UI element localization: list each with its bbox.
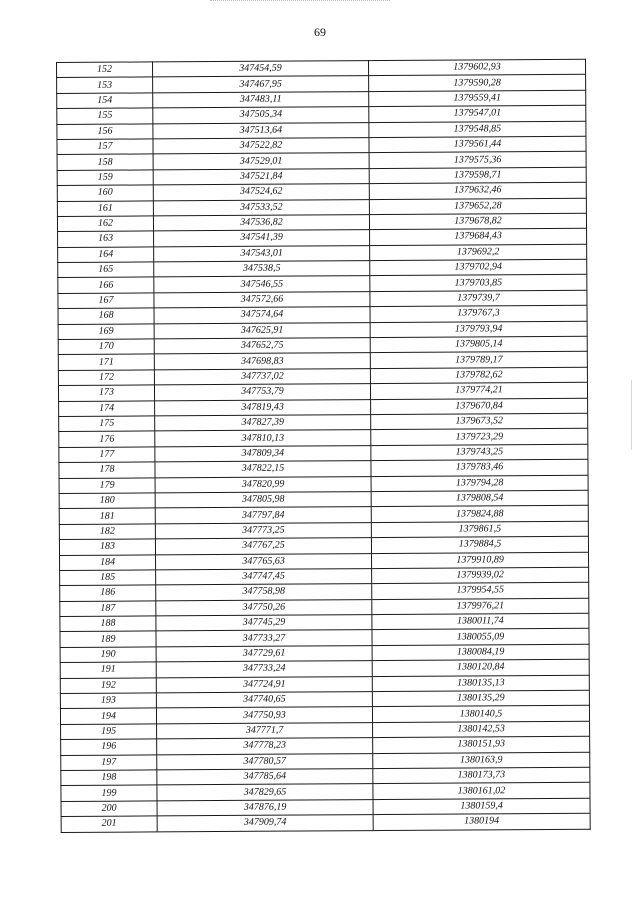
x-coordinate-cell: 347541,39 [154,230,370,247]
x-coordinate-cell: 347745,29 [156,615,372,632]
x-coordinate-cell: 347809,34 [155,445,371,462]
y-coordinate-cell: 1379783,46 [371,459,588,476]
point-number-cell: 188 [60,616,156,632]
point-number-cell: 179 [59,477,155,493]
y-coordinate-cell: 1379824,88 [371,506,588,523]
x-coordinate-cell: 347652,75 [154,338,370,355]
point-number-cell: 175 [59,416,155,432]
y-coordinate-cell: 1379632,46 [369,182,586,199]
y-coordinate-cell: 1379805,14 [370,336,587,353]
point-number-cell: 185 [60,570,156,586]
point-number-cell: 173 [58,385,154,401]
x-coordinate-cell: 347536,82 [153,214,369,231]
x-coordinate-cell: 347729,61 [156,645,372,662]
point-number-cell: 155 [57,108,153,124]
x-coordinate-cell: 347740,65 [156,692,372,709]
y-coordinate-cell: 1379652,28 [369,198,586,215]
y-coordinate-cell: 1379684,43 [370,229,587,246]
x-coordinate-cell: 347737,02 [154,368,370,385]
x-coordinate-cell: 347521,84 [153,168,369,185]
point-number-cell: 163 [58,231,154,247]
x-coordinate-cell: 347543,01 [154,245,370,262]
point-number-cell: 194 [60,708,156,724]
y-coordinate-cell: 1380194 [373,813,590,830]
x-coordinate-cell: 347483,11 [153,91,369,108]
page-number: 69 [314,25,326,39]
y-coordinate-cell: 1379678,82 [369,213,586,230]
x-coordinate-cell: 347820,99 [155,476,371,493]
y-coordinate-cell: 1379602,93 [368,59,585,76]
y-coordinate-cell: 1380140,5 [372,706,589,723]
y-coordinate-cell: 1379670,84 [371,398,588,415]
x-coordinate-cell: 347767,25 [155,538,371,555]
x-coordinate-cell: 347454,59 [153,61,369,78]
x-coordinate-cell: 347538,5 [154,261,370,278]
y-coordinate-cell: 1380142,53 [373,721,590,738]
x-coordinate-cell: 347753,79 [154,384,370,401]
x-coordinate-cell: 347829,65 [157,784,373,801]
point-number-cell: 166 [58,277,154,293]
point-number-cell: 167 [58,293,154,309]
y-coordinate-cell: 1380084,19 [372,644,589,661]
point-number-cell: 190 [60,647,156,663]
y-coordinate-cell: 1380011,74 [372,613,589,630]
y-coordinate-cell: 1379590,28 [369,75,586,92]
point-number-cell: 169 [58,324,154,340]
y-coordinate-cell: 1379743,25 [371,444,588,461]
point-number-cell: 164 [58,247,154,263]
y-coordinate-cell: 1379723,29 [371,429,588,446]
y-coordinate-cell: 1379939,02 [372,567,589,584]
point-number-cell: 195 [61,724,157,740]
x-coordinate-cell: 347513,64 [153,122,369,139]
y-coordinate-cell: 1380120,84 [372,659,589,676]
x-coordinate-cell: 347785,64 [157,769,373,786]
y-coordinate-cell: 1379547,01 [369,105,586,122]
point-number-cell: 181 [59,508,155,524]
x-coordinate-cell: 347529,01 [153,153,369,170]
y-coordinate-cell: 1380163,9 [373,752,590,769]
scan-artifact-right [631,380,632,450]
point-number-cell: 172 [58,370,154,386]
x-coordinate-cell: 347546,55 [154,276,370,293]
y-coordinate-cell: 1379910,89 [372,552,589,569]
x-coordinate-cell: 347724,91 [156,676,372,693]
x-coordinate-cell: 347773,25 [155,522,371,539]
x-coordinate-cell: 347750,26 [156,599,372,616]
point-number-cell: 198 [61,770,157,786]
x-coordinate-cell: 347467,95 [153,76,369,93]
x-coordinate-cell: 347733,27 [156,630,372,647]
x-coordinate-cell: 347522,82 [153,138,369,155]
point-number-cell: 201 [61,816,157,832]
y-coordinate-cell: 1379739,7 [370,290,587,307]
y-coordinate-cell: 1379789,17 [370,352,587,369]
point-number-cell: 157 [57,139,153,155]
y-coordinate-cell: 1379575,36 [369,152,586,169]
y-coordinate-cell: 1379794,28 [371,475,588,492]
y-coordinate-cell: 1379808,54 [371,490,588,507]
point-number-cell: 156 [57,123,153,139]
y-coordinate-cell: 1379774,21 [370,382,587,399]
point-number-cell: 180 [59,493,155,509]
x-coordinate-cell: 347758,98 [156,584,372,601]
scan-artifact-top [210,0,390,3]
y-coordinate-cell: 1379703,85 [370,275,587,292]
y-coordinate-cell: 1379548,85 [369,121,586,138]
y-coordinate-cell: 1379767,3 [370,306,587,323]
x-coordinate-cell: 347750,93 [156,707,372,724]
x-coordinate-cell: 347810,13 [155,430,371,447]
point-number-cell: 160 [57,185,153,201]
x-coordinate-cell: 347505,34 [153,107,369,124]
y-coordinate-cell: 1379976,21 [372,598,589,615]
point-number-cell: 186 [60,585,156,601]
point-number-cell: 191 [60,662,156,678]
x-coordinate-cell: 347805,98 [155,492,371,509]
y-coordinate-cell: 1379692,2 [370,244,587,261]
x-coordinate-cell: 347819,43 [155,399,371,416]
y-coordinate-cell: 1380135,29 [372,690,589,707]
point-number-cell: 187 [60,601,156,617]
y-coordinate-cell: 1379559,41 [369,90,586,107]
point-number-cell: 168 [58,308,154,324]
x-coordinate-cell: 347909,74 [157,815,373,832]
table-row [61,813,590,832]
x-coordinate-cell: 347733,24 [156,661,372,678]
y-coordinate-cell: 1379782,62 [370,367,587,384]
point-number-cell: 200 [61,801,157,817]
y-coordinate-cell: 1379702,94 [370,259,587,276]
y-coordinate-cell: 1379673,52 [371,413,588,430]
point-number-cell: 184 [60,554,156,570]
y-coordinate-cell: 1379561,44 [369,136,586,153]
x-coordinate-cell: 347625,91 [154,322,370,339]
point-number-cell: 154 [57,93,153,109]
point-number-cell: 161 [57,200,153,216]
x-coordinate-cell: 347747,45 [156,568,372,585]
x-coordinate-cell: 347876,19 [157,799,373,816]
coordinates-table-body [57,59,591,832]
y-coordinate-cell: 1379884,5 [371,536,588,553]
x-coordinate-cell: 347533,52 [153,199,369,216]
y-coordinate-cell: 1380159,4 [373,798,590,815]
x-coordinate-cell: 347778,23 [157,738,373,755]
point-number-cell: 197 [61,754,157,770]
point-number-cell: 176 [59,431,155,447]
y-coordinate-cell: 1380161,02 [373,783,590,800]
y-coordinate-cell: 1379793,94 [370,321,587,338]
x-coordinate-cell: 347780,57 [157,753,373,770]
y-coordinate-cell: 1380055,09 [372,629,589,646]
y-coordinate-cell: 1380135,13 [372,675,589,692]
point-number-cell: 165 [58,262,154,278]
point-number-cell: 178 [59,462,155,478]
y-coordinate-cell: 1379954,55 [372,583,589,600]
point-number-cell: 162 [57,216,153,232]
y-coordinate-cell: 1379598,71 [369,167,586,184]
x-coordinate-cell: 347698,83 [154,353,370,370]
point-number-cell: 183 [59,539,155,555]
y-coordinate-cell: 1379861,5 [371,521,588,538]
point-number-cell: 170 [58,339,154,355]
point-number-cell: 158 [57,154,153,170]
point-number-cell: 192 [60,678,156,694]
point-number-cell: 153 [57,77,153,93]
x-coordinate-cell: 347572,66 [154,291,370,308]
x-coordinate-cell: 347827,39 [155,415,371,432]
x-coordinate-cell: 347574,64 [154,307,370,324]
x-coordinate-cell: 347797,84 [155,507,371,524]
x-coordinate-cell: 347765,63 [156,553,372,570]
x-coordinate-cell: 347771,7 [157,722,373,739]
point-number-cell: 177 [59,447,155,463]
point-number-cell: 152 [57,62,153,78]
point-number-cell: 189 [60,631,156,647]
point-number-cell: 174 [59,400,155,416]
x-coordinate-cell: 347822,15 [155,461,371,478]
point-number-cell: 159 [57,170,153,186]
y-coordinate-cell: 1380151,93 [373,736,590,753]
point-number-cell: 171 [58,354,154,370]
x-coordinate-cell: 347524,62 [153,184,369,201]
y-coordinate-cell: 1380173,73 [373,767,590,784]
point-number-cell: 193 [60,693,156,709]
coordinates-table [56,59,591,833]
point-number-cell: 196 [61,739,157,755]
point-number-cell: 199 [61,785,157,801]
point-number-cell: 182 [59,524,155,540]
